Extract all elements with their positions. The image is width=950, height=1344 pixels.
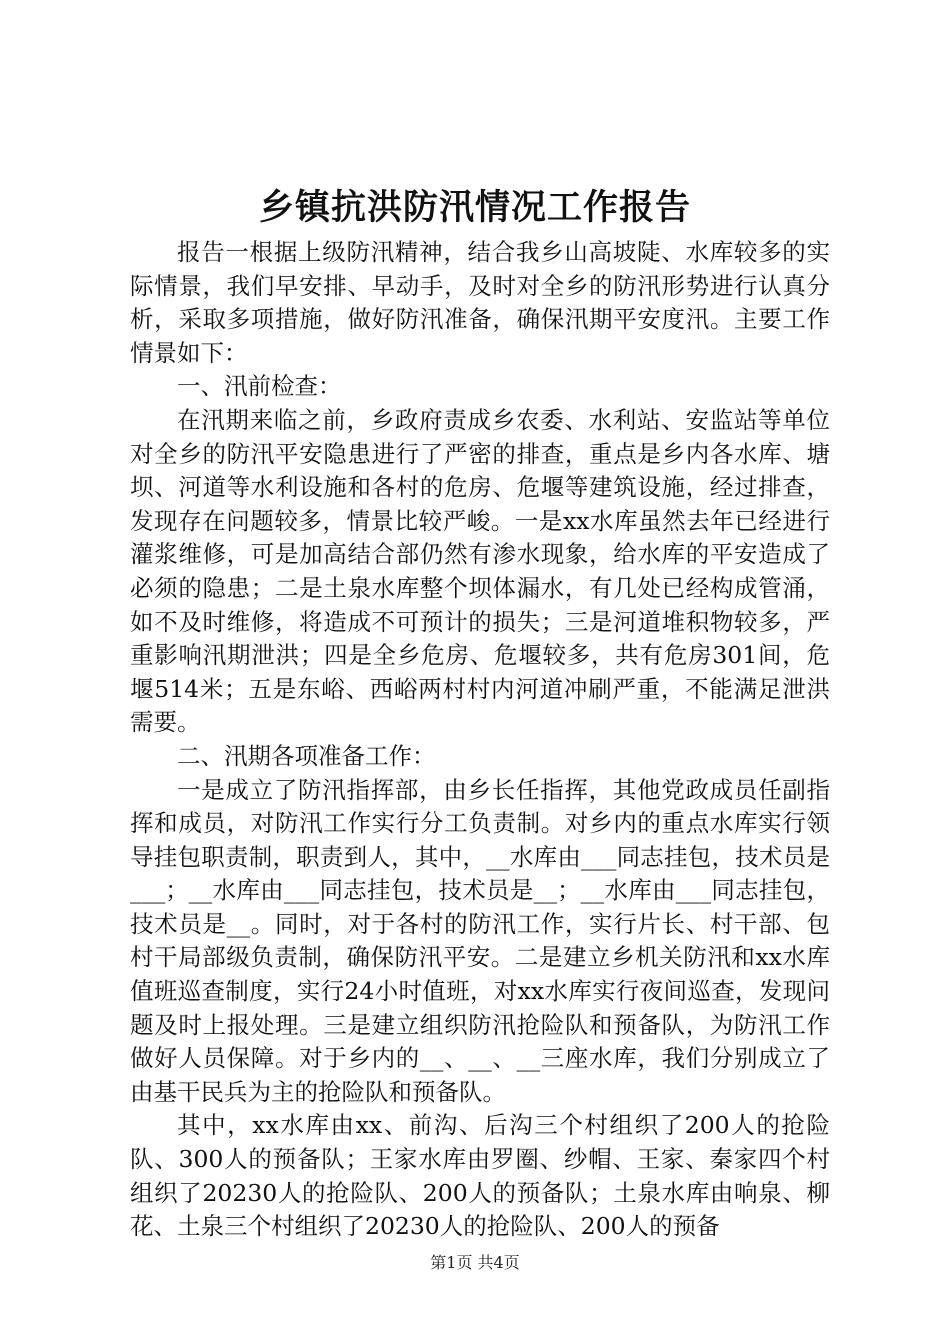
paragraph-teams: 其中，xx水库由xx、前沟、后沟三个村组织了200人的抢险队、300人的预备队；王家水库由罗圈、纱帽、王家、秦家四个村组织了20230人的抢险队、200人的预备队；土泉水库由响泉、柳花、土泉三个村组织了20230人的抢险队、200人的预备 (130, 1111, 830, 1241)
paragraph-pre-flood-check: 在汛期来临之前，乡政府责成乡农委、水利站、安监站等单位对全乡的防汛平安隐患进行了严密的排查，重点是乡内各水库、塘坝、河道等水利设施和各村的危房、危堰等建筑设施，经过排查，发现存在问题较多，情景比较严峻。一是xx水库虽然去年已经进行灌浆维修，可是加高结合部仍然有渗水现象，给水库的平安造成了必须的隐患；二是土泉水库整个坝体漏水，有几处已经构成管涌，如不及时维修，将造成不可预计的损失；三是河道堆积物较多，严重影响汛期泄洪；四是全乡危房、危堰较多，共有危房301间，危堰514米；五是东峪、西峪两村村内河道冲刷严重，不能满足泄洪需要。 (130, 405, 830, 737)
section-heading-preparation: 二、汛期各项准备工作： (177, 741, 436, 770)
document-title: 乡镇抗洪防汛情况工作报告 (258, 187, 691, 228)
paragraph-preparation: 一是成立了防汛指挥部，由乡长任指挥，其他党政成员任副指挥和成员，对防汛工作实行分工负责制。对乡内的重点水库实行领导挂包职责制，职责到人，其中，__水库由___同志挂包，技术员是___；__水库由___同志挂包，技术员是__；__水库由___同志挂包，技术员是__。同时，对于各村的防汛工作，实行片长、村干部、包村干局部级负责制，确保防汛平安。二是建立乡机关防汛和xx水库值班巡查制度，实行24小时值班，对xx水库实行夜间巡查，发现问题及时上报处理。三是建立组织防汛抢险队和预备队，为防汛工作做好人员保障。对于乡内的__、__、__三座水库，我们分别成立了由基干民兵为主的抢险队和预备队。 (130, 775, 830, 1106)
document-body (130, 236, 830, 1244)
paragraph-intro: 报告一根据上级防汛精神，结合我乡山高坡陡、水库较多的实际情景，我们早安排、早动手，及时对全乡的防汛形势进行认真分析，采取多项措施，做好防汛准备，确保汛期平安度汛。主要工作情景如下： (130, 238, 830, 367)
page-footer: 第1页 共4页 (430, 1253, 520, 1272)
section-heading-pre-flood-check: 一、汛前检查： (177, 372, 342, 401)
